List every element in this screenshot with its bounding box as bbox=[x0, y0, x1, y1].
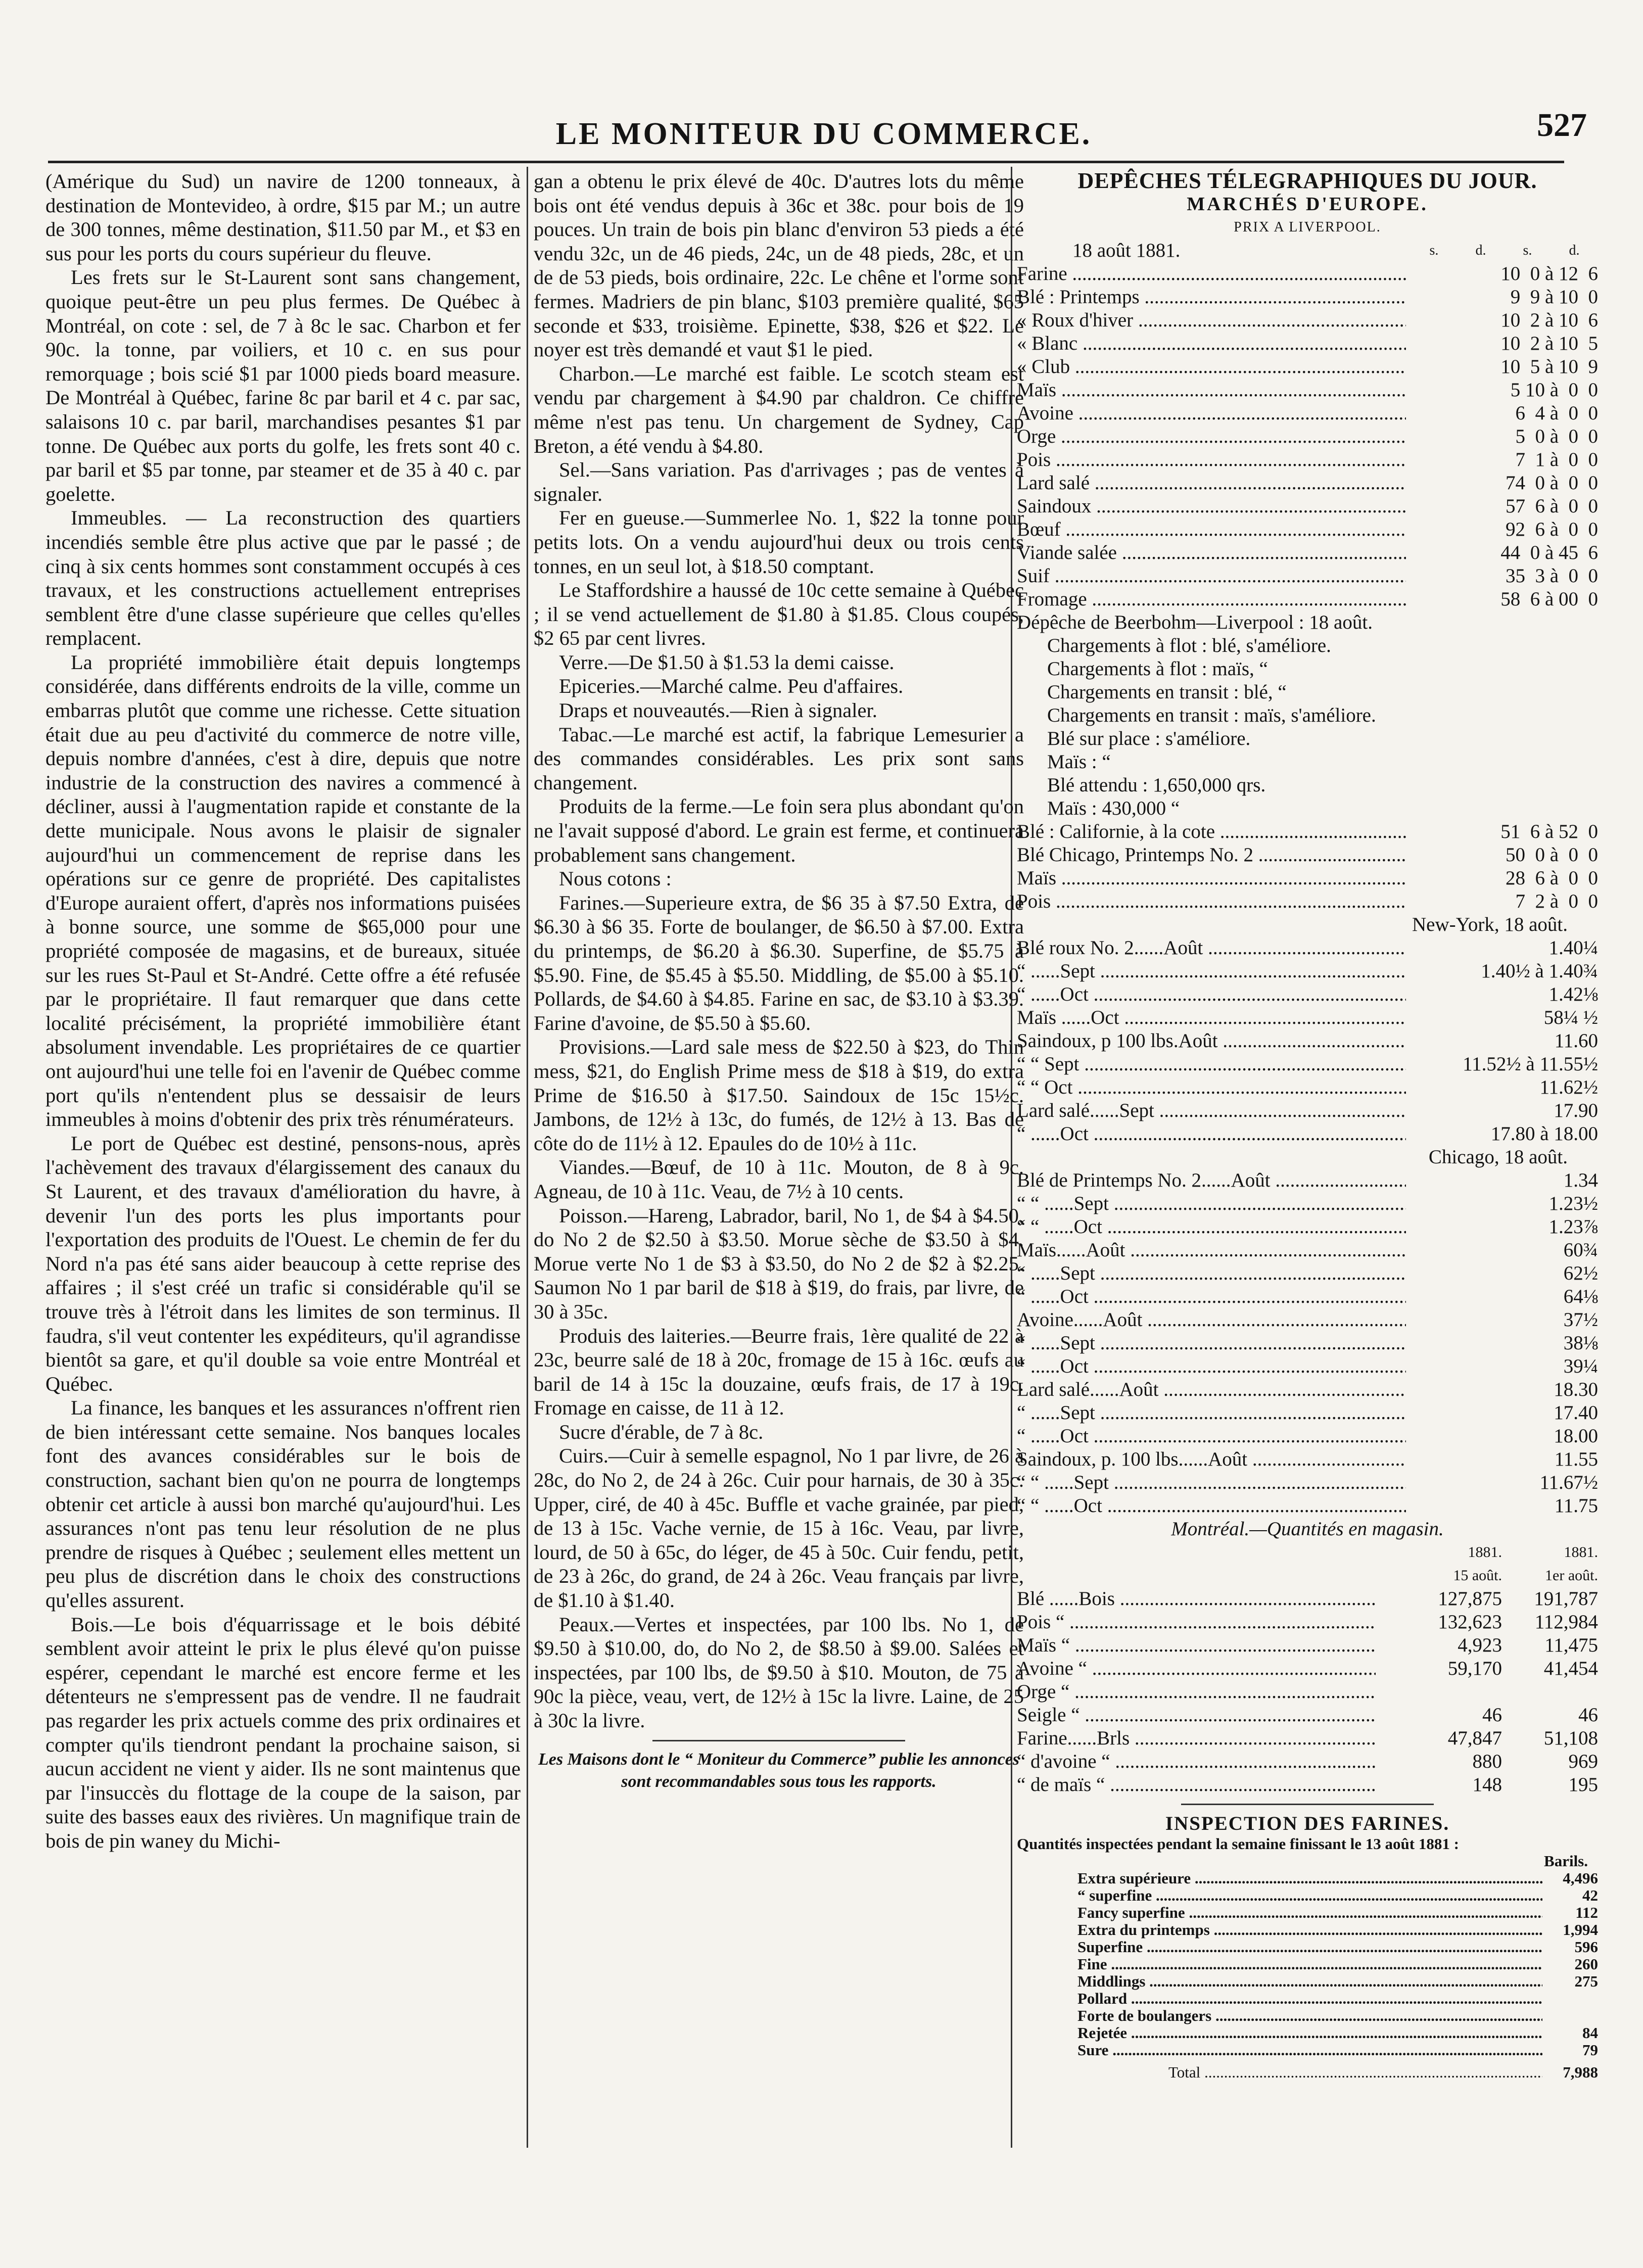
row-label: Extra du printemps ..... bbox=[1077, 1921, 1542, 1939]
row-label: « Club ..... bbox=[1017, 355, 1406, 379]
table-row bbox=[1017, 1099, 1598, 1122]
table-row bbox=[1017, 379, 1598, 402]
row-value: 5 10 à 0 0 bbox=[1510, 379, 1598, 401]
row-label: Saindoux, p. 100 lbs......Août ..... bbox=[1017, 1448, 1406, 1471]
paragraph: Farines.—Superieure extra, de $6 35 à $7.50 Extra, de $6.30 à $6 35. Forte de boulanger, de $6.50 à $7.00. Extra du printemps, de $6.20 à $6.30. Superfine, de $5.75 à $5.90. Fine, de $5.45 à $5.50. Middling, de $5.00 à $5.10. Pollards, de $4.60 à $4.85. Farine en sac, de $3.10 à $3.39. Farine d'avoine, de $5.50 à $5.60. bbox=[534, 891, 1024, 1034]
table-row bbox=[1017, 1239, 1598, 1262]
row-value: 44 0 à 45 6 bbox=[1500, 542, 1598, 563]
row-label: Pois “ ..... bbox=[1017, 1611, 1376, 1634]
row-value: 275 bbox=[1574, 1972, 1598, 1990]
column-1 bbox=[45, 169, 521, 1853]
list-item: Blé sur place : s'améliore. bbox=[1047, 728, 1251, 749]
row-label: “ ......Sept ..... bbox=[1017, 1262, 1406, 1285]
col-head: 1881. bbox=[1564, 1544, 1598, 1561]
row-label: “ de maïs “ ..... bbox=[1017, 1773, 1376, 1797]
row-value: 5 0 à 0 0 bbox=[1515, 426, 1598, 447]
table-row bbox=[1017, 1122, 1598, 1146]
table-row bbox=[1017, 448, 1598, 471]
row-value: 112,984 bbox=[1534, 1611, 1598, 1633]
row-label: Bœuf ..... bbox=[1017, 518, 1406, 541]
subheading: MARCHÉS D'EUROPE. bbox=[1187, 194, 1428, 215]
row-label: Maïs ..... bbox=[1017, 867, 1406, 890]
table-row bbox=[1017, 355, 1598, 379]
table-row bbox=[1017, 1378, 1598, 1401]
paragraph: Le Staffordshire a haussé de 10c cette semaine à Québec ; il se vend actuellement de $1.80 à $1.85. Clous coupés, $2 65 par cent livres. bbox=[534, 579, 1024, 650]
row-value: 51 6 à 52 0 bbox=[1500, 821, 1598, 842]
row-label: Avoine “ ..... bbox=[1017, 1657, 1376, 1680]
row-value: 11.55 bbox=[1554, 1448, 1598, 1470]
table-row bbox=[1017, 1773, 1598, 1797]
row-label: Saindoux, p 100 lbs.Août ..... bbox=[1017, 1029, 1406, 1053]
row-value: 92 6 à 0 0 bbox=[1505, 518, 1598, 540]
col-head: 1er août. bbox=[1545, 1567, 1598, 1584]
row-value: 35 3 à 0 0 bbox=[1505, 565, 1598, 587]
row-label: Forte de boulangers ..... bbox=[1077, 2007, 1542, 2024]
col-head: d. bbox=[1475, 243, 1486, 258]
row-label: Orge ..... bbox=[1017, 425, 1406, 448]
row-label: Blé Chicago, Printemps No. 2 ..... bbox=[1017, 843, 1406, 867]
table-row bbox=[1017, 1657, 1598, 1680]
table-row bbox=[1017, 332, 1598, 355]
row-value bbox=[1542, 1990, 1598, 2007]
chicago-heading: Chicago, 18 août. bbox=[1428, 1146, 1568, 1168]
row-value: 47,847 bbox=[1447, 1727, 1502, 1749]
row-label: Suif ..... bbox=[1017, 564, 1406, 588]
row-value: 18.00 bbox=[1554, 1425, 1598, 1447]
paragraph: Bois.—Le bois d'équarrissage et le bois débité semblent avoir atteint le prix le plus élevé qu'on puisse espérer, cependant le marché est encore ferme et les détenteurs ne s'empressent pas de vendre. Il ne faudrait pas regarder les prix actuels comme des prix ordinaires et compter qu'ils tiendront pendant la prochaine saison, si aucun accident ne vient y aider. Ils ne sont maintenus que par l'insuccès du flottage de la coupe de la saison, par suite des basses eaux des rivières. Un magnifique train de bois de pin waney du Michi- bbox=[45, 1613, 521, 1852]
chicago-table bbox=[1017, 1169, 1598, 1518]
row-label: Farine ..... bbox=[1017, 262, 1406, 286]
table-row bbox=[1017, 1308, 1598, 1332]
table-row bbox=[1017, 936, 1598, 960]
liverpool-table bbox=[1017, 262, 1598, 611]
paragraph: gan a obtenu le prix élevé de 40c. D'autres lots du même bois ont été vendus depuis à 36c et 38c. pour bois de 19 pouces. Un train de bois pin blanc d'environ 53 pieds a été vendu 32c, un de 46 pieds, 24c, un de 48 pieds, 28c, et un de de 53 pieds, bois ordinaire, 22c. Le chêne et l'orme sont fermes. Madriers de pin blanc, $103 première qualité, $65 seconde et $33, troisième. Epinette, $38, $26 et $22. Le noyer est très demandé et vaut $1 le pied. bbox=[534, 170, 1024, 361]
table-row bbox=[1017, 309, 1598, 332]
row-label: Blé ......Bois ..... bbox=[1017, 1587, 1376, 1611]
row-value: 59,170 bbox=[1447, 1658, 1502, 1679]
table-row bbox=[1017, 286, 1598, 309]
table-row bbox=[1017, 960, 1598, 983]
paragraph: Produis des laiteries.—Beurre frais, 1ère qualité de 22 à 23c, beurre salé de 18 à 20c, fromage de 15 à 16c. œufs au baril de 14 à 15c la douzaine, œufs frais, de 17 à 19c. Fromage en caisse, de 11 à 12. bbox=[534, 1324, 1024, 1420]
row-value bbox=[1502, 1680, 1598, 1704]
row-label: Orge “ ..... bbox=[1017, 1680, 1376, 1704]
row-value: 46 bbox=[1578, 1704, 1598, 1726]
list-item: Maïs : 430,000 “ bbox=[1047, 797, 1180, 819]
col-head: d. bbox=[1569, 243, 1580, 258]
table-row bbox=[1017, 564, 1598, 588]
row-label: “ “ ......Oct ..... bbox=[1017, 1215, 1406, 1239]
row-value: 17.80 à 18.00 bbox=[1490, 1123, 1598, 1145]
list-item: Chargements en transit : maïs, s'améliore. bbox=[1047, 704, 1376, 726]
table-row bbox=[1017, 1169, 1598, 1192]
table-row bbox=[1017, 890, 1598, 913]
table-row bbox=[1017, 1401, 1598, 1425]
row-value: 38⅛ bbox=[1563, 1332, 1598, 1354]
row-label: Rejetée ..... bbox=[1077, 2024, 1542, 2042]
row-value: 84 bbox=[1582, 2024, 1598, 2042]
row-value: 6 4 à 0 0 bbox=[1515, 402, 1598, 424]
table-row bbox=[1017, 1355, 1598, 1378]
table-row bbox=[1017, 495, 1598, 518]
list-item: Chargements à flot : blé, s'améliore. bbox=[1047, 635, 1331, 656]
row-value: 41,454 bbox=[1543, 1658, 1598, 1679]
row-label: Pois ..... bbox=[1017, 448, 1406, 471]
row-value: 46 bbox=[1482, 1704, 1502, 1726]
row-value: 10 2 à 10 5 bbox=[1500, 333, 1598, 354]
date: 18 août 1881. bbox=[1072, 240, 1181, 261]
table-row bbox=[1017, 425, 1598, 448]
table-row bbox=[1017, 1285, 1598, 1308]
row-value: 1.34 bbox=[1563, 1169, 1598, 1191]
col-head: 15 août. bbox=[1453, 1567, 1502, 1584]
row-value: 7 1 à 0 0 bbox=[1515, 449, 1598, 470]
row-value: 64⅛ bbox=[1563, 1286, 1598, 1307]
row-value: 260 bbox=[1574, 1955, 1598, 1973]
paragraph: La finance, les banques et les assurances n'offrent rien de bien intéressant cette semaine. Nos banques locales font des avances considérables sur le bois de construction, sachant bien qu'on ne pourra de longtemps obtenir cet article à aussi bon marché qu'aujourd'hui. Les assurances n'ont pas tenu leur résolution de ne plus prendre de risques à Québec ; seulement elles mettent un peu plus de discrétion dans le choix des constructions qu'elles assurent. bbox=[45, 1396, 521, 1612]
row-value: 1.23⅞ bbox=[1548, 1216, 1598, 1238]
inspection-heading: INSPECTION DES FARINES. bbox=[1165, 1813, 1450, 1834]
row-label: Sure ..... bbox=[1077, 2042, 1542, 2059]
row-value: 1.40½ à 1.40¾ bbox=[1481, 960, 1598, 982]
row-value: 112 bbox=[1575, 1904, 1598, 1921]
row-value: 969 bbox=[1568, 1751, 1598, 1772]
paragraph: Tabac.—Le marché est actif, la fabrique Lemesurier a des commandes considérables. Les prix sont sans changement. bbox=[534, 723, 1024, 794]
total-row bbox=[1017, 2064, 1598, 2081]
row-label: Farine......Brls ..... bbox=[1017, 1727, 1376, 1750]
table-row bbox=[1017, 402, 1598, 425]
row-label: Seigle “ ..... bbox=[1017, 1704, 1376, 1727]
stock-table bbox=[1017, 1587, 1598, 1797]
table-row bbox=[1077, 1904, 1598, 1921]
montreal-heading: Montréal.—Quantités en magasin. bbox=[1171, 1518, 1444, 1540]
notice: Les Maisons dont le “ Moniteur du Commerce” publie les annonces sont recommandables sous tous les rapports. bbox=[538, 1750, 1020, 1791]
paragraph: Charbon.—Le marché est faible. Le scotch steam est vendu par chargement à $4.90 par chaldron. Ce chiffre même n'est pas tenu. Un chargement de Sydney, Cap Breton, a été vendu à $4.80. bbox=[534, 362, 1024, 457]
table-row bbox=[1017, 1262, 1598, 1285]
divider bbox=[1181, 1804, 1434, 1805]
row-label: Lard salé......Août ..... bbox=[1017, 1378, 1406, 1401]
table-row bbox=[1017, 1611, 1598, 1634]
col-head: s. bbox=[1523, 243, 1532, 258]
row-value: 1.40¼ bbox=[1548, 937, 1598, 959]
divider bbox=[652, 1740, 905, 1741]
table-row bbox=[1017, 843, 1598, 867]
row-label: “ d'avoine “ ..... bbox=[1017, 1750, 1376, 1773]
paragraph: Sel.—Sans variation. Pas d'arrivages ; pas de ventes à signaler. bbox=[534, 458, 1024, 505]
row-label: Maïs ..... bbox=[1017, 379, 1406, 402]
table-row bbox=[1017, 983, 1598, 1006]
row-value: 11,475 bbox=[1544, 1634, 1598, 1656]
row-value: 11.75 bbox=[1554, 1495, 1598, 1517]
paragraph: Fer en gueuse.—Summerlee No. 1, $22 la tonne pour petits lots. On a vendu aujourd'hui deux ou trois cents tonnes, en un seul lot, à $18.50 comptant. bbox=[534, 506, 1024, 578]
row-value: 42 bbox=[1582, 1886, 1598, 1904]
row-label: “ ......Oct ..... bbox=[1017, 1355, 1406, 1378]
inspection-intro: Quantités inspectées pendant la semaine finissant le 13 août 1881 : bbox=[1017, 1835, 1459, 1853]
table-row bbox=[1017, 1727, 1598, 1750]
row-value: 11.62½ bbox=[1539, 1076, 1598, 1098]
page-header bbox=[45, 104, 1602, 159]
table-row bbox=[1017, 1029, 1598, 1053]
row-label: “ “ Sept ..... bbox=[1017, 1053, 1406, 1076]
beerbohm-heading: Dépêche de Beerbohm—Liverpool : 18 août. bbox=[1017, 611, 1373, 633]
inspection-table bbox=[1017, 1870, 1598, 2059]
row-value: 58¼ ½ bbox=[1543, 1007, 1598, 1028]
row-value: 10 5 à 10 9 bbox=[1500, 356, 1598, 377]
table-row bbox=[1017, 1215, 1598, 1239]
paragraph: Immeubles. — La reconstruction des quartiers incendiés semble être plus active que par le passé ; de cinq à six cents hommes sont constamment occupés à ces travaux, et les constructions actuellement entreprises semblent être d'une classe supérieure que celles qu'elles remplacent. bbox=[45, 506, 521, 650]
row-label: Fine ..... bbox=[1077, 1956, 1542, 1973]
row-value: 9 9 à 10 0 bbox=[1510, 286, 1598, 308]
paragraph: Le port de Québec est destiné, pensons-nous, après l'achèvement des travaux d'élargissement des canaux du St Laurent, et des travaux d'amélioration du havre, à devenir l'un des ports les plus importants pour l'exportation des produits de l'Ouest. Le chemin de fer du Nord n'a pas été sans aider beaucoup à cette reprise des affaires ; il s'est créé un trafic si considérable qu'il se trouve très à l'étroit dans les limites de son terminus. Il faudra, s'il veut contenter les expéditeurs, qu'il agrandisse bientôt sa gare, et qu'il double sa voie entre Montréal et Québec. bbox=[45, 1131, 521, 1395]
newyork-heading: New-York, 18 août. bbox=[1412, 914, 1568, 935]
table-row bbox=[1017, 1425, 1598, 1448]
paragraph: Epiceries.—Marché calme. Peu d'affaires. bbox=[559, 675, 904, 698]
table-row bbox=[1017, 867, 1598, 890]
row-label: Superfine ..... bbox=[1077, 1939, 1542, 1956]
row-value: 1,994 bbox=[1563, 1921, 1598, 1939]
page-number: 527 bbox=[1537, 107, 1587, 144]
subheading: PRIX A LIVERPOOL. bbox=[1234, 219, 1381, 235]
row-value: 127,875 bbox=[1438, 1588, 1502, 1610]
header-rule bbox=[48, 161, 1564, 163]
column-2 bbox=[534, 169, 1024, 1793]
paragraph: Les frets sur le St-Laurent sont sans changement, quoique peut-être un peu plus fermes. De Québec à Montréal, on cote : sel, de 7 à 8c le sac. Charbon et fer 90c. la tonne, par voiliers, et 10 c. en sus pour remorquage ; bois scié $1 par 1000 pieds board measure. De Montréal à Québec, farine 8c par baril et 4 c. par sac, salaisons 10 c. par baril, marchandises pesantes $1 par tonne. De Québec aux ports du golfe, les frets sont 40 c. par baril et $5 par tonne, par steamer et de 35 à 40 c. par goelette. bbox=[45, 266, 521, 505]
row-label: Blé : Printemps ..... bbox=[1017, 286, 1406, 309]
beerbohm-table bbox=[1017, 820, 1598, 913]
table-row bbox=[1077, 2042, 1598, 2059]
row-value: 4,496 bbox=[1563, 1869, 1598, 1887]
row-label: “ “ ......Sept ..... bbox=[1017, 1192, 1406, 1215]
inspection-unit: Barils. bbox=[1544, 1852, 1588, 1870]
table-row bbox=[1077, 1956, 1598, 1973]
row-value: 74 0 à 0 0 bbox=[1505, 472, 1598, 494]
paragraph: (Amérique du Sud) un navire de 1200 tonneaux, à destination de Montevideo, à ordre, $15 par M.; un autre de 300 tonnes, même destination, $11.50 par M., et $3 en sus pour les ports du cours supérieur du fleuve. bbox=[45, 170, 521, 265]
row-value bbox=[1376, 1680, 1502, 1704]
table-row bbox=[1077, 2024, 1598, 2042]
row-value: 148 bbox=[1472, 1774, 1502, 1796]
row-value: 596 bbox=[1574, 1938, 1598, 1956]
table-row bbox=[1017, 1680, 1598, 1704]
row-value: 51,108 bbox=[1543, 1727, 1598, 1749]
stock-head bbox=[1017, 1541, 1598, 1564]
list-item: Maïs : “ bbox=[1047, 751, 1111, 773]
table-row bbox=[1017, 1634, 1598, 1657]
row-value: 39¼ bbox=[1563, 1355, 1598, 1377]
row-value: 11.60 bbox=[1554, 1030, 1598, 1052]
list-item: Chargements à flot : maïs, “ bbox=[1047, 658, 1268, 680]
row-value: 191,787 bbox=[1534, 1588, 1598, 1610]
table-row bbox=[1077, 1921, 1598, 1939]
table-row bbox=[1077, 1939, 1598, 1956]
row-value: 60¾ bbox=[1563, 1239, 1598, 1261]
list-item: Chargements en transit : blé, “ bbox=[1047, 681, 1287, 703]
row-label: Lard salé ..... bbox=[1017, 471, 1406, 495]
table-row bbox=[1077, 1870, 1598, 1887]
table-row bbox=[1017, 1192, 1598, 1215]
table-row bbox=[1017, 1332, 1598, 1355]
row-value: 1.42⅛ bbox=[1548, 983, 1598, 1005]
paragraph: Provisions.—Lard sale mess de $22.50 à $23, do Thin mess, $21, do English Prime mess de $18 à $19, do extra Prime de $16.50 à $17.50. Saindoux de 15c 15½c. Jambons, de 12½ à 13c, do fumés, de 12½ à 13. Bas de côte do de 11½ à 12. Epaules do de 10½ à 11c. bbox=[534, 1035, 1024, 1155]
row-label: Middlings ..... bbox=[1077, 1973, 1542, 1990]
table-row bbox=[1017, 820, 1598, 843]
row-label: « Blanc ..... bbox=[1017, 332, 1406, 355]
paragraph: Draps et nouveautés.—Rien à signaler. bbox=[559, 699, 877, 722]
paragraph: Peaux.—Vertes et inspectées, par 100 lbs. No 1, de $9.50 à $10.00, do, do No 2, de $8.50 à $9.00. Salées et inspectées, par 100 lbs, de $9.50 à $10. Mouton, de 75 à 90c la pièce, veau, vert, de 12½ à 15c la livre. Laine, de 25 à 30c la livre. bbox=[534, 1613, 1024, 1732]
page-title: LE MONITEUR DU COMMERCE. bbox=[555, 117, 1092, 151]
row-value: 79 bbox=[1582, 2041, 1598, 2059]
row-value: 57 6 à 0 0 bbox=[1505, 495, 1598, 517]
row-label: “ “ ......Oct ..... bbox=[1017, 1494, 1406, 1518]
row-label: « Roux d'hiver ..... bbox=[1017, 309, 1406, 332]
row-value: 17.90 bbox=[1554, 1100, 1598, 1121]
col-head: 1881. bbox=[1468, 1544, 1502, 1561]
row-label: Saindoux ..... bbox=[1017, 495, 1406, 518]
total-value: 7,988 bbox=[1563, 2063, 1598, 2081]
row-value: 37½ bbox=[1563, 1309, 1598, 1331]
row-value: 11.67½ bbox=[1539, 1472, 1598, 1493]
row-label: Extra supérieure ..... bbox=[1077, 1870, 1542, 1887]
table-row bbox=[1017, 1053, 1598, 1076]
col-head: s. bbox=[1429, 243, 1439, 258]
row-label: Avoine ..... bbox=[1017, 402, 1406, 425]
row-value: 7 2 à 0 0 bbox=[1515, 890, 1598, 912]
row-label: Blé de Printemps No. 2......Août ..... bbox=[1017, 1169, 1406, 1192]
table-row bbox=[1017, 588, 1598, 611]
table-row bbox=[1017, 262, 1598, 286]
table-row bbox=[1017, 1587, 1598, 1611]
paragraph: Sucre d'érable, de 7 à 8c. bbox=[559, 1420, 764, 1443]
row-value: 62½ bbox=[1563, 1262, 1598, 1284]
table-row bbox=[1017, 1076, 1598, 1099]
column-3 bbox=[1017, 169, 1598, 2081]
table-row bbox=[1017, 541, 1598, 564]
row-value: 4,923 bbox=[1458, 1634, 1502, 1656]
row-label: Blé roux No. 2......Août ..... bbox=[1017, 936, 1406, 960]
table-row bbox=[1017, 1471, 1598, 1494]
table-row bbox=[1017, 518, 1598, 541]
stock-head bbox=[1017, 1564, 1598, 1587]
table-row bbox=[1077, 1887, 1598, 1904]
newyork-table bbox=[1017, 936, 1598, 1146]
beerbohm-list bbox=[1017, 634, 1598, 820]
row-label: Fancy superfine ..... bbox=[1077, 1904, 1542, 1921]
paragraph: Poisson.—Hareng, Labrador, baril, No 1, de $4 à $4.50, do No 2 de $2.50 à $3.50. Morue sèche de $3.50 à $4. Morue verte No 1 de $3 à $3.50, do No 2 de $2 à $2.25. Saumon No 1 par baril de $18 à $19, do frais, par livre, de 30 à 35c. bbox=[534, 1204, 1024, 1323]
row-value: 195 bbox=[1568, 1774, 1598, 1796]
paragraph: Cuirs.—Cuir à semelle espagnol, No 1 par livre, de 26 à 28c, do No 2, de 24 à 26c. Cuir pour harnais, de 30 à 35c. Upper, ciré, de 40 à 45c. Buffle et vache grainée, par pied, de 13 à 15c. Vache vernie, de 15 à 16c. Veau, par livre, lourd, de 50 à 65c, do léger, de 45 à 50c. Cuir fendu, petit, de 23 à 26c, do grand, de 24 à 26c. Veau français par livre, de $1.10 à $1.40. bbox=[534, 1444, 1024, 1612]
table-row bbox=[1017, 471, 1598, 495]
row-value: 28 6 à 0 0 bbox=[1505, 867, 1598, 889]
table-row bbox=[1077, 1973, 1598, 1990]
table-row bbox=[1017, 1704, 1598, 1727]
row-label: Avoine......Août ..... bbox=[1017, 1308, 1406, 1332]
section-heading: DEPÊCHES TÉLEGRAPHIQUES DU JOUR. bbox=[1077, 168, 1537, 193]
row-value: 132,623 bbox=[1438, 1611, 1502, 1633]
paragraph: Produits de la ferme.—Le foin sera plus abondant qu'on ne l'avait supposé d'abord. Le grain est ferme, et continuera probablement sans changement. bbox=[534, 795, 1024, 866]
column-divider bbox=[527, 167, 528, 2148]
row-label: Pollard ..... bbox=[1077, 1990, 1542, 2007]
row-label: “ ......Oct ..... bbox=[1017, 1285, 1406, 1308]
row-value: 880 bbox=[1472, 1751, 1502, 1772]
row-label: Maïs ......Oct ..... bbox=[1017, 1006, 1406, 1029]
paragraph: Viandes.—Bœuf, de 10 à 11c. Mouton, de 8 à 9c. Agneau, de 10 à 11c. Veau, de 7½ à 10 cents. bbox=[534, 1156, 1024, 1203]
row-label: “ “ Oct ..... bbox=[1017, 1076, 1406, 1099]
row-value: 17.40 bbox=[1554, 1402, 1598, 1424]
date-row bbox=[1017, 239, 1598, 262]
paragraph: Verre.—De $1.50 à $1.53 la demi caisse. bbox=[559, 650, 895, 674]
row-label: “ ......Sept ..... bbox=[1017, 960, 1406, 983]
row-value: 50 0 à 0 0 bbox=[1505, 844, 1598, 866]
row-value: 10 0 à 12 6 bbox=[1500, 263, 1598, 285]
row-label: Blé : Californie, à la cote ..... bbox=[1017, 820, 1406, 843]
row-value: 1.23½ bbox=[1548, 1193, 1598, 1214]
row-value bbox=[1542, 2007, 1598, 2024]
row-label: Lard salé......Sept ..... bbox=[1017, 1099, 1406, 1122]
table-row bbox=[1077, 1990, 1598, 2007]
table-row bbox=[1017, 1448, 1598, 1471]
row-value: 11.52½ à 11.55½ bbox=[1463, 1053, 1598, 1075]
row-label: “ “ ......Sept ..... bbox=[1017, 1471, 1406, 1494]
table-row bbox=[1017, 1750, 1598, 1773]
paragraph: Nous cotons : bbox=[559, 867, 672, 890]
row-label: “ ......Sept ..... bbox=[1017, 1332, 1406, 1355]
row-label: “ superfine ..... bbox=[1077, 1887, 1542, 1904]
row-label: “ ......Oct ..... bbox=[1017, 1122, 1406, 1146]
row-label: “ ......Oct ..... bbox=[1017, 1425, 1406, 1448]
row-value: 58 6 à 00 0 bbox=[1500, 588, 1598, 610]
table-row bbox=[1017, 1494, 1598, 1518]
table-row bbox=[1077, 2007, 1598, 2024]
row-label: Maïs “ ..... bbox=[1017, 1634, 1376, 1657]
row-label: Viande salée ..... bbox=[1017, 541, 1406, 564]
row-label: “ ......Sept ..... bbox=[1017, 1401, 1406, 1425]
row-label: Fromage ..... bbox=[1017, 588, 1406, 611]
row-value: 10 2 à 10 6 bbox=[1500, 309, 1598, 331]
list-item: Blé attendu : 1,650,000 qrs. bbox=[1047, 774, 1266, 796]
paragraph: La propriété immobilière était depuis longtemps considérée, dans différents endroits de la ville, comme un embarras plutôt que comme une richesse. Cette situation était due au peu d'activité du commerce de notre ville, depuis nombre d'années, c'est à dire, depuis que notre industrie de la construction des navires a commencé à décliner, aussi à l'augmentation rapide et constante de la dette municipale. Nous avons le plaisir de signaler aujourd'hui un commencement de reprise dans les opérations sur ce genre de propriété. Des capitalistes d'Europe auraient offert, d'après nos informations puisées à bonne source, une somme de $65,000 pour une propriété composée de magasins, et de bureaux, située sur les rues St-Paul et St-André. Cette offre a été refusée par le propriétaire. Il faut remarquer que dans cette localité précisément, la propriété immobilière étant absolument invendable. Les propriétaires de ce quartier ont aujourd'hui une telle foi en l'avenir de Québec comme port qu'ils n'entendent plus se dessaisir de leurs immeubles à moins d'obtenir des prix très rénumérateurs. bbox=[45, 650, 521, 1131]
row-label: “ ......Oct ..... bbox=[1017, 983, 1406, 1006]
row-label: Pois ..... bbox=[1017, 890, 1406, 913]
row-label: Maïs......Août ..... bbox=[1017, 1239, 1406, 1262]
total-label: Total ..... bbox=[1168, 2064, 1542, 2081]
row-value: 18.30 bbox=[1554, 1379, 1598, 1400]
table-row bbox=[1017, 1006, 1598, 1029]
